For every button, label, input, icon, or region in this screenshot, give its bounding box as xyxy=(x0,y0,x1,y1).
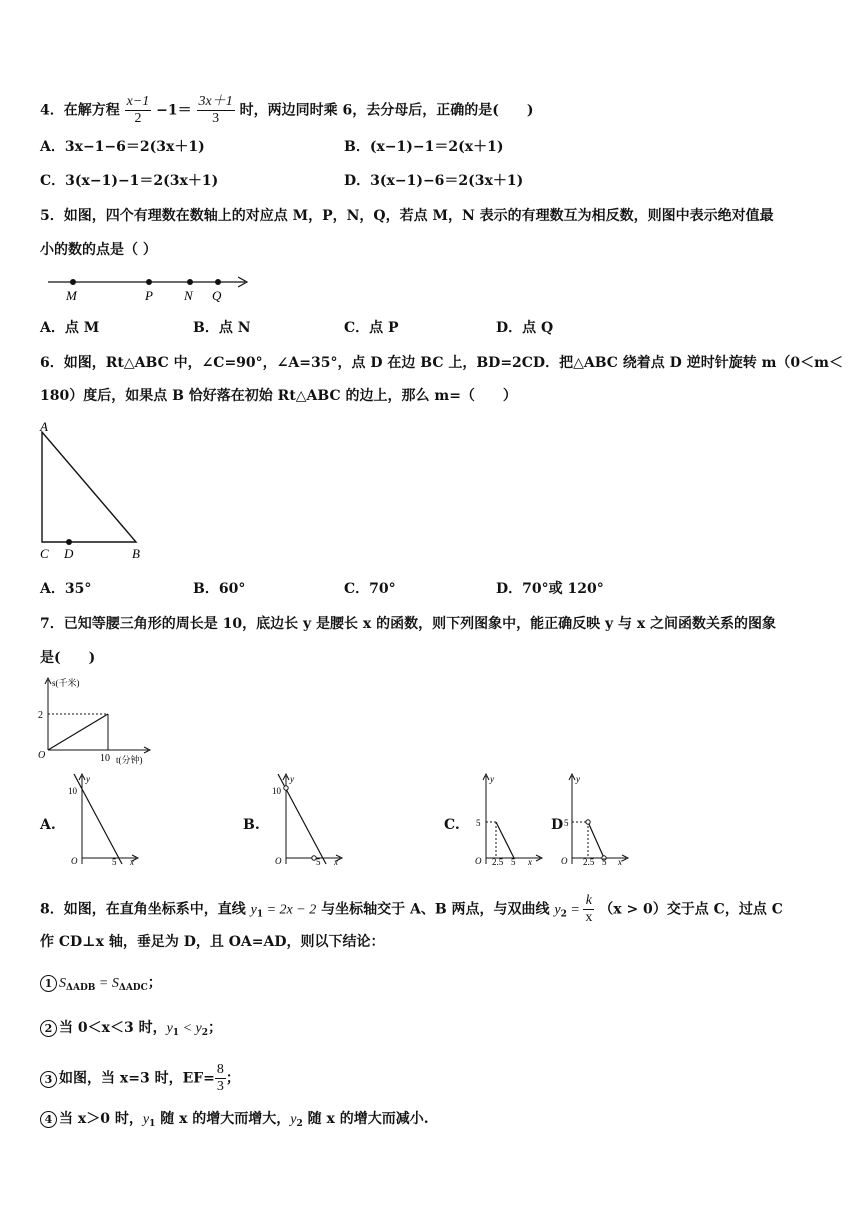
q5-option-a[interactable]: A．点 M xyxy=(40,320,100,336)
point-q-label: Q xyxy=(212,288,222,303)
q8-conclusion-2: 2 当 0＜x＜3 时，$y_1 < y_2$； xyxy=(40,1018,222,1043)
q4-option-d[interactable]: D．3(x−1)−6＝2(3x＋1) xyxy=(344,173,524,189)
q8-conclusion-1: 1 $S_{\Delta ADB} = S_{\Delta ADC}$； xyxy=(40,973,162,998)
svg-text:O: O xyxy=(71,856,78,866)
circled-one-icon: 1 xyxy=(40,975,57,992)
q7-stem-xlabel: t(分钟) xyxy=(116,755,143,765)
q6-option-c[interactable]: C．70° xyxy=(344,581,396,597)
q4-stem xyxy=(40,94,534,127)
svg-text:5: 5 xyxy=(564,818,569,828)
q6-option-a[interactable]: A．35° xyxy=(40,581,92,597)
svg-text:x: x xyxy=(618,857,622,867)
q7-c-line xyxy=(496,822,514,858)
vertex-c-label: C xyxy=(40,546,49,561)
svg-text:O: O xyxy=(275,856,282,866)
point-n-label: N xyxy=(184,288,193,303)
q7-option-d-label[interactable]: D xyxy=(551,817,564,833)
q6-line-2: 180）度后，如果点 B 恰好落在初始 Rt△ABC 的边上，那么 m=（ ） xyxy=(40,388,517,404)
point-n-dot xyxy=(187,279,193,285)
svg-text:5: 5 xyxy=(511,857,516,867)
svg-text:2.5: 2.5 xyxy=(492,857,504,867)
q7-option-d-graph[interactable] xyxy=(552,772,632,868)
svg-text:5: 5 xyxy=(476,818,481,828)
q5-option-d[interactable]: D．点 Q xyxy=(496,320,554,336)
q7-option-c-graph[interactable] xyxy=(466,772,546,868)
q7-stem-x10: 10 xyxy=(100,753,110,764)
q4-suffix: 时，两边同时乘 6，去分母后，正确的是( ) xyxy=(239,102,534,119)
q8-conclusion-4: 4 当 x＞0 时，$y_1$ 随 x 的增大而增大，$y_2$ 随 x 的增大而减小. xyxy=(40,1109,429,1134)
svg-text:y: y xyxy=(86,774,90,784)
q4-fraction-1: $\frac{x-1}{2}$ xyxy=(126,94,150,126)
triangle-figure xyxy=(36,418,156,563)
q6-line-1: 6．如图，Rt△ABC 中，∠C=90°，∠A=35°，点 D 在边 BC 上，BD=2CD．把△ABC 绕着点 D 逆时针旋转 m（0＜m＜ xyxy=(40,355,843,371)
point-d-label: D xyxy=(64,546,74,561)
q7-stem-y2: 2 xyxy=(38,710,43,721)
q5-line-2: 小的数的点是（ ） xyxy=(40,242,157,258)
point-q-dot xyxy=(215,279,221,285)
point-p-label: P xyxy=(145,288,153,303)
number-line-figure xyxy=(40,270,260,310)
q7-a-line xyxy=(74,774,122,864)
triangle-abc xyxy=(42,432,136,542)
svg-text:5: 5 xyxy=(316,857,321,867)
q6-option-d[interactable]: D．70°或 120° xyxy=(496,581,604,597)
q6-option-b[interactable]: B．60° xyxy=(193,581,246,597)
vertex-a-label: A xyxy=(40,419,48,434)
q7-stem-graph xyxy=(36,674,166,769)
svg-text:y: y xyxy=(490,774,494,784)
svg-text:O: O xyxy=(561,856,568,866)
circled-two-icon: 2 xyxy=(40,1020,57,1037)
svg-text:x: x xyxy=(528,857,532,867)
point-m-label: M xyxy=(66,288,77,303)
svg-text:x: x xyxy=(130,857,134,867)
q5-line-1: 5．如图，四个有理数在数轴上的对应点 M，P，N，Q，若点 M，N 表示的有理数互为相反数，则图中表示绝对值最 xyxy=(40,208,774,224)
q4-option-c[interactable]: C．3(x−1)−1＝2(3x＋1) xyxy=(40,173,219,189)
q8-stem-line-1: 8．如图，在直角坐标系中，直线 $y_1 = 2x - 2$ 与坐标轴交于 A、B 两点，与双曲线 $y_2$ = $\frac{k}{x}$ （x > 0）交于点 C，过点 C xyxy=(40,893,783,925)
q4-option-b[interactable]: B．(x−1)−1＝2(x＋1) xyxy=(344,139,504,155)
circled-three-icon: 3 xyxy=(40,1071,57,1088)
point-d-dot xyxy=(66,539,72,545)
q7-line-1: 7．已知等腰三角形的周长是 10，底边长 y 是腰长 x 的函数，则下列图象中，能正确反映 y 与 x 之间函数关系的图象 xyxy=(40,616,777,632)
q7-stem-origin: O xyxy=(38,750,46,761)
svg-text:O: O xyxy=(475,856,482,866)
svg-text:y: y xyxy=(290,774,294,784)
q7-line-2: 是( ) xyxy=(40,650,96,666)
svg-text:5: 5 xyxy=(602,857,607,867)
svg-text:5: 5 xyxy=(112,857,117,867)
svg-text:x: x xyxy=(334,857,338,867)
q7-stem-line xyxy=(48,714,108,750)
q7-option-a-graph[interactable] xyxy=(62,772,142,868)
q4-fraction-2: $\frac{3x+1}{3}$ xyxy=(198,94,233,126)
q8-conclusion-3: 3 如图，当 x=3 时，EF= $\frac{8}{3}$ ； xyxy=(40,1062,240,1095)
q5-option-c[interactable]: C．点 P xyxy=(344,320,399,336)
q8-stem-line-2: 作 CD⊥x 轴，垂足为 D，且 OA=AD，则以下结论： xyxy=(40,934,385,950)
q7-option-b-graph[interactable] xyxy=(266,772,346,868)
q4-prefix: 4．在解方程 xyxy=(40,102,120,119)
q4-option-a[interactable]: A．3x−1−6＝2(3x＋1) xyxy=(40,139,205,155)
point-m-dot xyxy=(70,279,76,285)
svg-text:10: 10 xyxy=(272,786,281,796)
q7-d-line xyxy=(588,822,604,858)
point-p-dot xyxy=(146,279,152,285)
svg-text:10: 10 xyxy=(68,786,77,796)
q4-mid: −1＝ xyxy=(156,102,192,119)
svg-text:2.5: 2.5 xyxy=(583,857,595,867)
q7-option-b-label[interactable]: B. xyxy=(243,817,260,833)
q5-option-b[interactable]: B．点 N xyxy=(193,320,251,336)
q7-option-c-label[interactable]: C. xyxy=(444,817,460,833)
vertex-b-label: B xyxy=(132,546,140,561)
circled-four-icon: 4 xyxy=(40,1111,57,1128)
svg-text:y: y xyxy=(576,774,580,784)
q7-stem-ylabel: s(千米) xyxy=(52,678,80,688)
q7-option-a-label[interactable]: A. xyxy=(40,817,56,833)
